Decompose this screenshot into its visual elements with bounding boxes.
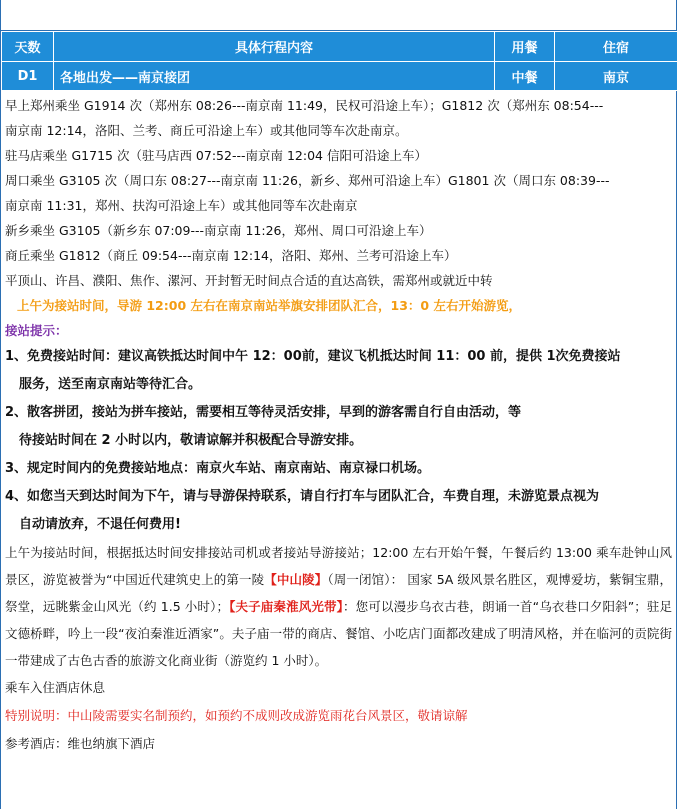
reference-hotel: 参考酒店：维也纳旗下酒店 bbox=[5, 736, 156, 751]
train-line: 商丘乘坐 G1812（商丘 09:54---南京南 12:14，洛阳、郑州、兰考可沿途上车） bbox=[5, 248, 457, 263]
train-line: 早上郑州乘坐 G1914 次（郑州东 08:26---南京南 11:49，民权可沿途上车）；G1812 次（郑州东 08:54--- bbox=[5, 98, 604, 113]
pickup-tip-2-cont: 待接站时间在 2 小时以内，敬请谅解并积极配合导游安排。 bbox=[19, 433, 363, 448]
header-row bbox=[2, 32, 677, 62]
special-note: 特别说明：中山陵需要实名制预约，如预约不成则改成游览雨花台风景区，敬请谅解 bbox=[5, 708, 468, 723]
pickup-tip-1: 1、免费接站时间：建议高铁抵达时间中午 12：00前，建议飞机抵达时间 11：00 前，提供 1次免费接站 bbox=[5, 349, 621, 364]
header-stay: 住宿 bbox=[555, 32, 677, 62]
pickup-tip-4-cont: 自动请放弃，不退任何费用! bbox=[19, 517, 181, 532]
train-line: 周口乘坐 G3105 次（周口东 08:27---南京南 11:26，新乡、郑州可沿途上车）G1801 次（周口东 08:39--- bbox=[5, 173, 610, 188]
tour-description bbox=[5, 539, 672, 674]
itinerary-header-table bbox=[1, 31, 677, 91]
train-line: 驻马店乘坐 G1715 次（驻马店西 07:52---南京南 12:04 信阳可沿途上车） bbox=[5, 148, 427, 163]
pickup-tip-1-cont: 服务，送至南京南站等待汇合。 bbox=[19, 377, 202, 392]
tour-text-3: ：您可以漫步乌衣古巷，朗诵一首“乌衣巷口夕阳斜”；驻足文德桥畔，吟上一段“夜泊秦淮近酒家”。夫子庙一带的商店、餐馆、小吃店门面都改建成了明清风格，并在临河的贡院街一带建成了古色古香的旅游文化商业街（游览约 1 小时）。 bbox=[5, 599, 672, 668]
header-meal: 用餐 bbox=[495, 32, 555, 62]
pickup-tips-title: 接站提示： bbox=[5, 323, 68, 338]
tour-text-1: 上午为接站时间，根据抵达时间安排接站司机或者接站导游接站；12:00 左右开始午餐，午餐后约 13:00 乘车赴钟山风景区，游览被誉为“中国近代建筑史上的第一陵 bbox=[5, 545, 672, 587]
train-line: 南京南 12:14，洛阳、兰考、商丘可沿途上车）或其他同等车次赴南京。 bbox=[5, 123, 408, 138]
pickup-tip-2: 2、散客拼团，接站为拼车接站，需要相互等待灵活安排，早到的游客需自行自由活动，等 bbox=[5, 405, 522, 420]
top-blank-bar bbox=[1, 0, 676, 31]
day1-number: D1 bbox=[2, 62, 54, 91]
header-itinerary: 具体行程内容 bbox=[54, 32, 495, 62]
pickup-tip-4: 4、如您当天到达时间为下午，请与导游保持联系，请自行打车与团队汇合，车费自理，未游览景点视为 bbox=[5, 489, 600, 504]
day1-content bbox=[1, 91, 676, 758]
header-day: 天数 bbox=[2, 32, 54, 62]
train-line: 南京南 11:31，郑州、扶沟可沿途上车）或其他同等车次赴南京 bbox=[5, 198, 358, 213]
train-line: 新乡乘坐 G3105（新乡东 07:09---南京南 11:26，郑州、周口可沿途上车） bbox=[5, 223, 432, 238]
hotel-rest: 乘车入住酒店休息 bbox=[5, 680, 106, 695]
meeting-notice: 上午为接站时间，导游 12:00 左右在南京南站举旗安排团队汇合，13：0 左右开始游览， bbox=[17, 298, 521, 313]
tour-text-2: （周一闭馆）： 国家 5A 级风景名胜区，观博爱坊，紫铜宝鼎，祭堂，远眺紫金山风光（约 1.5 小时）； bbox=[5, 572, 672, 614]
day1-meal: 中餐 bbox=[495, 62, 555, 91]
day1-stay: 南京 bbox=[555, 62, 677, 91]
train-line: 平顶山、许昌、濮阳、焦作、漯河、开封暂无时间点合适的直达高铁，需郑州或就近中转 bbox=[5, 273, 493, 288]
day1-row bbox=[2, 62, 677, 91]
pickup-tip-3: 3、规定时间内的免费接站地点：南京火车站、南京南站、南京禄口机场。 bbox=[5, 461, 431, 476]
day1-title: 各地出发——南京接团 bbox=[54, 62, 495, 91]
spot-zhongshanling: 【中山陵】 bbox=[264, 572, 328, 587]
spot-fuzimiao: 【夫子庙秦淮风光带】 bbox=[228, 599, 344, 614]
